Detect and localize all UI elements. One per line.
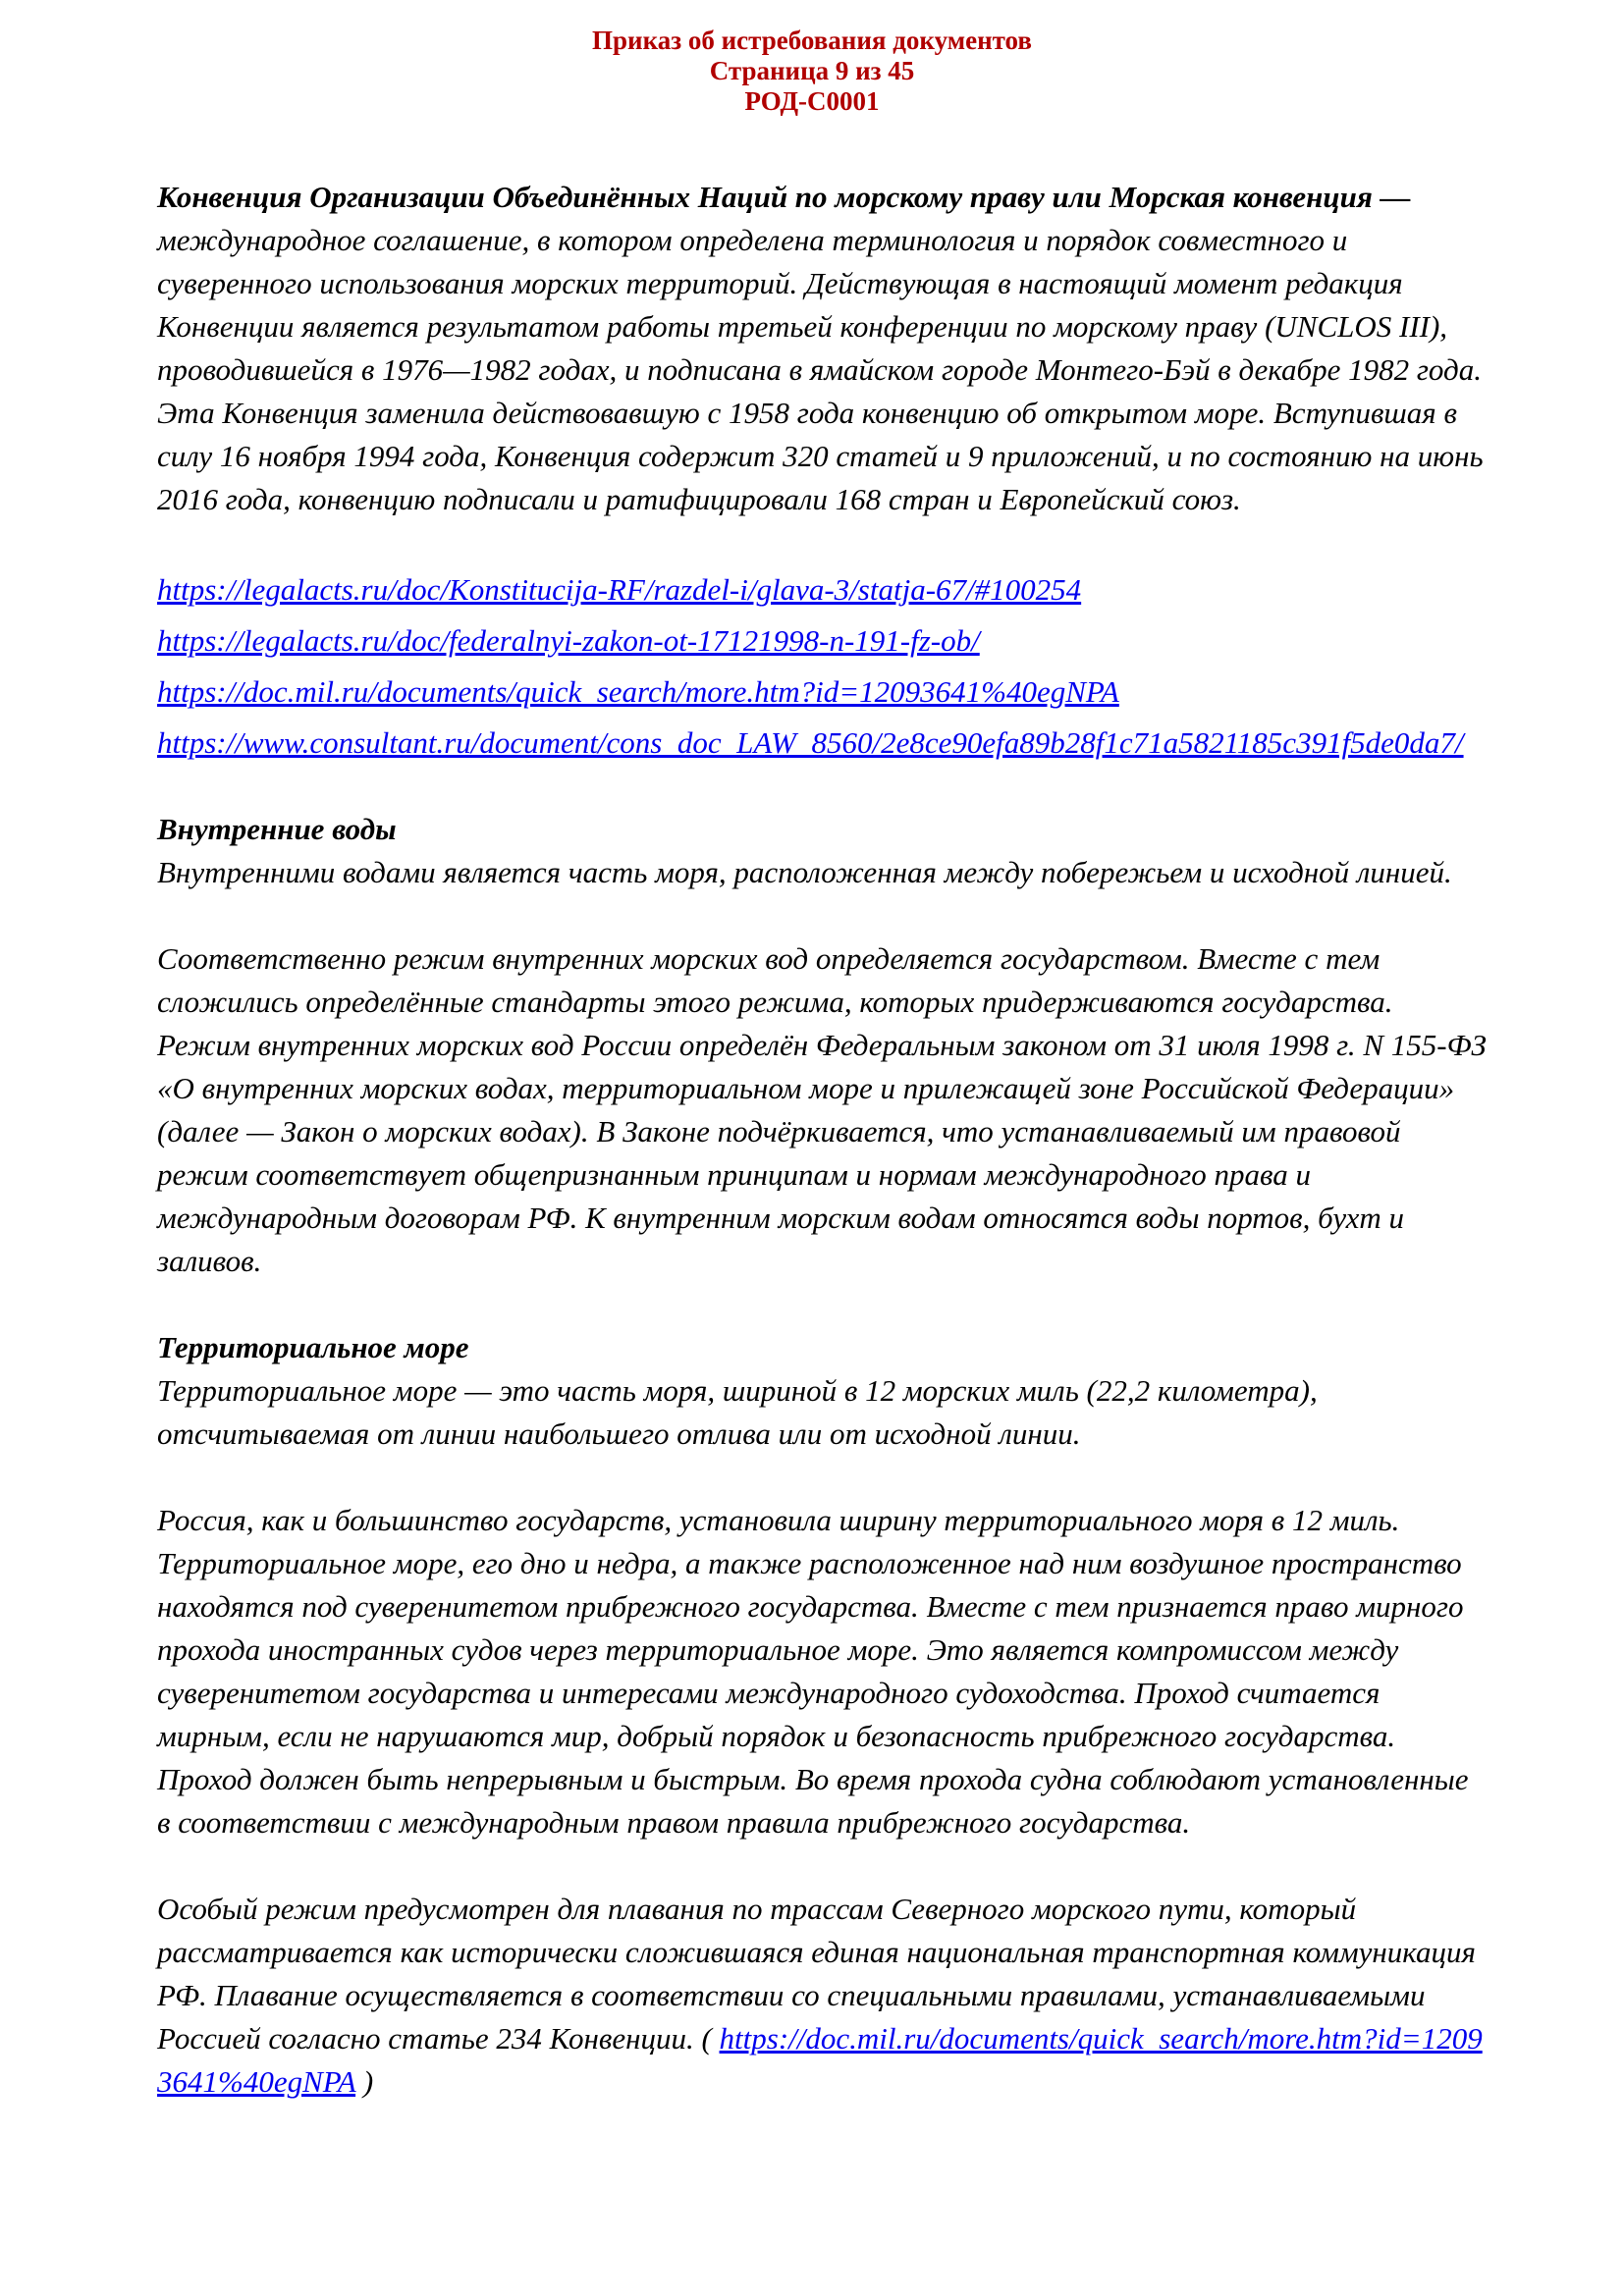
document-content <box>157 176 1487 2104</box>
paragraph-internal-waters-regime: Соответственно режим внутренних морских вод определяется государством. Вместе с тем сложились определённые стандарты этого режима, которых придерживаются государства. Режим внутренних морских вод России определён Федеральным законом от 31 июля 1998 г. N 155-ФЗ «О внутренних морских водах, территориальном море и прилежащей зоне Российской Федерации» (далее — Закон о морских водах). В Законе подчёркивается, что устанавливаемый им правовой режим соответствует общепризнанным принципам и нормам международного права и международным договорам РФ. К внутренним морским водам относятся воды портов, бухт и заливов. <box>157 941 1487 1278</box>
doc-code: РОД-С0001 <box>744 86 880 116</box>
heading-internal-waters: Внутренние воды <box>157 812 397 846</box>
heading-territorial-sea: Территориальное море <box>157 1330 469 1364</box>
page-counter: Страница 9 из 45 <box>709 56 915 85</box>
paragraph-northern-sea-route <box>157 1888 1487 2104</box>
section-internal-waters <box>157 808 1487 894</box>
internal-waters-definition-text: Внутренними водами является часть моря, расположенная между побережьем и исходной линией. <box>157 855 1452 889</box>
paragraph-territorial-sea-details: Россия, как и большинство государств, установила ширину территориального моря в 12 миль. Территориальное море, его дно и недра, а также расположенное над ним воздушное пространство находятся под суверенитетом прибрежного государства. Вместе с тем признается право мирного прохода иностранных судов через территориальное море. Это является компромиссом между суверенитетом государства и интересами международного судоходства. Проход считается мирным, если не нарушаются мир, добрый порядок и безопасность прибрежного государства. Проход должен быть непрерывным и быстрым. Во время прохода судна соблюдают установленные в соответствии с международным правом правила прибрежного государства. <box>157 1503 1469 1840</box>
link-row <box>157 615 1487 667</box>
convention-term-bold: Конвенция Организации Объединённых Наций по морскому праву или Морская конвенция — <box>157 180 1411 214</box>
section-territorial-sea <box>157 1326 1487 1456</box>
northern-route-text: Особый режим предусмотрен для плавания по трассам Северного морского пути, который рассматривается как исторически сложившаяся единая национальная транспортная коммуникация РФ. Плавание осуществляется в соответствии со специальными правилами, устанавливаемыми Россией согласно статье 234 Конвенции. ( <box>157 1892 1476 2056</box>
link-row <box>157 718 1487 769</box>
territorial-sea-definition-text: Территориальное море — это часть моря, шириной в 12 морских миль (22,2 километра), отсчитываемая от линии наибольшего отлива или от исходной линии. <box>157 1373 1318 1451</box>
link-consultant-document[interactable]: https://www.consultant.ru/document/cons_doc_LAW_8560/2e8ce90efa89b28f1c71a5821185c391f5de0da7/ <box>157 725 1464 760</box>
convention-definition-text: международное соглашение, в котором определена терминология и порядок совместного и суверенного использования морских территорий. Действующая в настоящий момент редакция Конвенции является результатом работы третьей конференции по морскому праву (UNCLOS III), проводившейся в 1976—1982 годах, и подписана в ямайском городе Монтего-Бэй в декабре 1982 года. Эта Конвенция заменила действовавшую с 1958 года конвенцию об открытом море. Вступившая в силу 16 ноября 1994 года, Конвенция содержит 320 статей и 9 приложений, и по состоянию на июнь 2016 года, конвенцию подписали и ратифицировали 168 стран и Европейский союз. <box>157 223 1484 516</box>
link-legalacts-konstitucija[interactable]: https://legalacts.ru/doc/Konstitucija-RF/razdel-i/glava-3/statja-67/#100254 <box>157 572 1082 607</box>
northern-route-closing-paren: ) <box>355 2064 374 2099</box>
doc-title: Приказ об истребования документов <box>592 26 1032 55</box>
reference-link-list <box>157 564 1487 769</box>
paragraph-convention-intro <box>157 176 1487 521</box>
page-header <box>0 0 1624 117</box>
link-legalacts-federalnyi-zakon[interactable]: https://legalacts.ru/doc/federalnyi-zakon-ot-17121998-n-191-fz-ob/ <box>157 623 980 658</box>
link-row <box>157 564 1487 615</box>
link-doc-mil-northern-route[interactable]: https://doc.mil.ru/documents/quick_search/more.htm?id=12093641%40egNPA <box>157 2021 1483 2099</box>
link-row <box>157 667 1487 718</box>
link-doc-mil-quick-search[interactable]: https://doc.mil.ru/documents/quick_search/more.htm?id=12093641%40egNPA <box>157 674 1119 709</box>
